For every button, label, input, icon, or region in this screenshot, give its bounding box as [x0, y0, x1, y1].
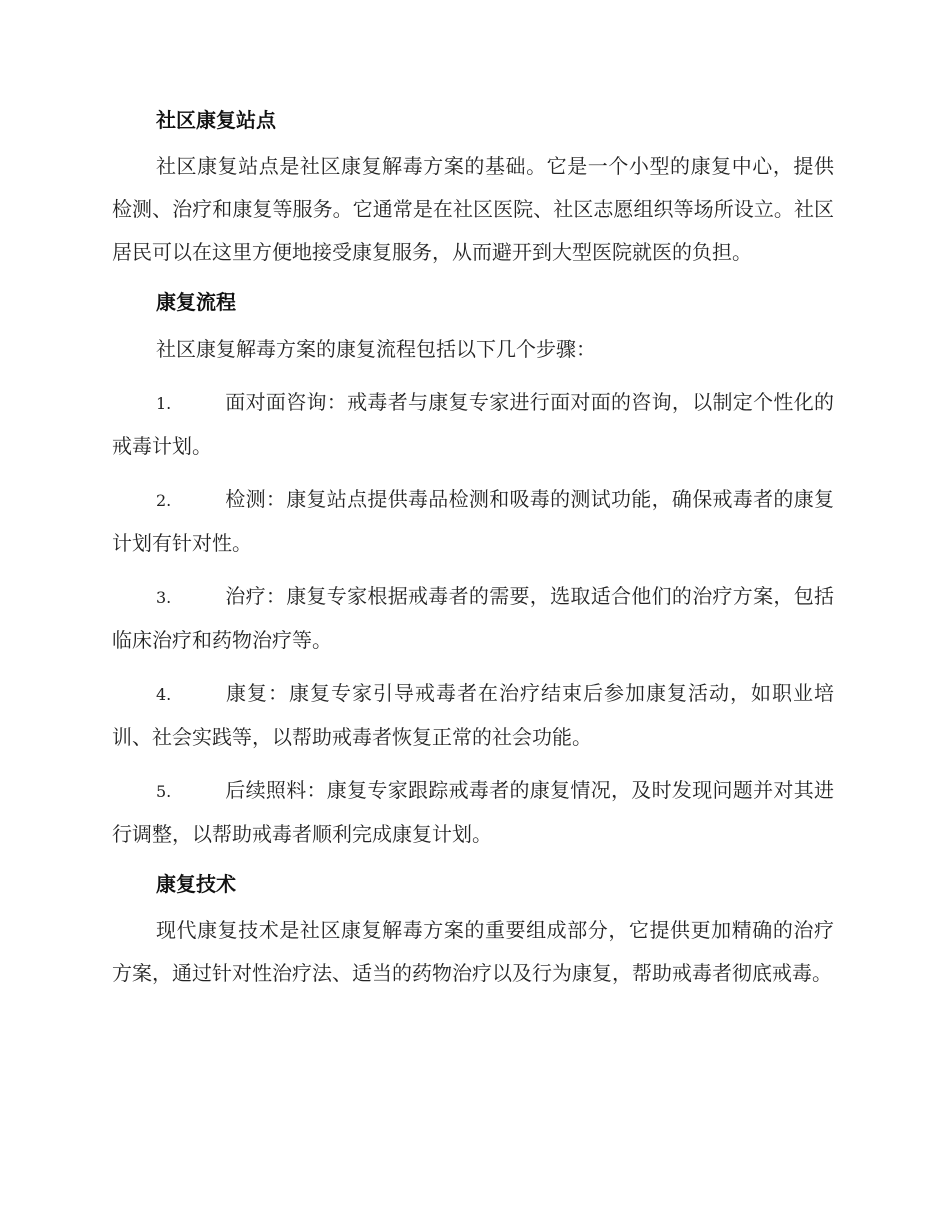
list-item: [112, 769, 834, 856]
list-number: 3.: [156, 588, 172, 607]
section-heading-community-station: 社区康复站点: [156, 108, 276, 132]
paragraph-intro: 社区康复解毒方案的康复流程包括以下几个步骤：: [156, 337, 596, 361]
section-heading-process: 康复流程: [156, 290, 236, 314]
list-item-text: 康复：康复专家引导戒毒者在治疗结束后参加康复活动，如职业培训、社会实践等，以帮助戒毒者恢复正常的社会功能。: [112, 681, 834, 749]
paragraph: 现代康复技术是社区康复解毒方案的重要组成部分，它提供更加精确的治疗方案，通过针对性治疗法、适当的药物治疗以及行为康复，帮助戒毒者彻底戒毒。: [112, 918, 834, 985]
list-item-text: 后续照料：康复专家跟踪戒毒者的康复情况，及时发现问题并对其进行调整，以帮助戒毒者顺利完成康复计划。: [112, 778, 834, 846]
list-item-text: 检测：康复站点提供毒品检测和吸毒的测试功能，确保戒毒者的康复计划有针对性。: [112, 487, 834, 555]
paragraph: 社区康复站点是社区康复解毒方案的基础。它是一个小型的康复中心，提供检测、治疗和康复等服务。它通常是在社区医院、社区志愿组织等场所设立。社区居民可以在这里方便地接受康复服务，从而避开到大型医院就医的负担。: [112, 154, 834, 264]
list-number: 2.: [156, 491, 172, 510]
list-number: 5.: [156, 782, 172, 801]
numbered-list: [112, 381, 834, 856]
document-page: [112, 104, 834, 995]
section-heading-technology: 康复技术: [156, 872, 236, 896]
list-number: 1.: [156, 394, 172, 413]
list-item: [112, 381, 834, 468]
list-item: [112, 478, 834, 565]
list-item-text: 面对面咨询：戒毒者与康复专家进行面对面的咨询，以制定个性化的戒毒计划。: [112, 390, 834, 458]
list-item-text: 治疗：康复专家根据戒毒者的需要，选取适合他们的治疗方案，包括临床治疗和药物治疗等。: [112, 584, 834, 652]
list-item: [112, 575, 834, 662]
list-item: [112, 672, 834, 759]
list-number: 4.: [156, 685, 172, 704]
